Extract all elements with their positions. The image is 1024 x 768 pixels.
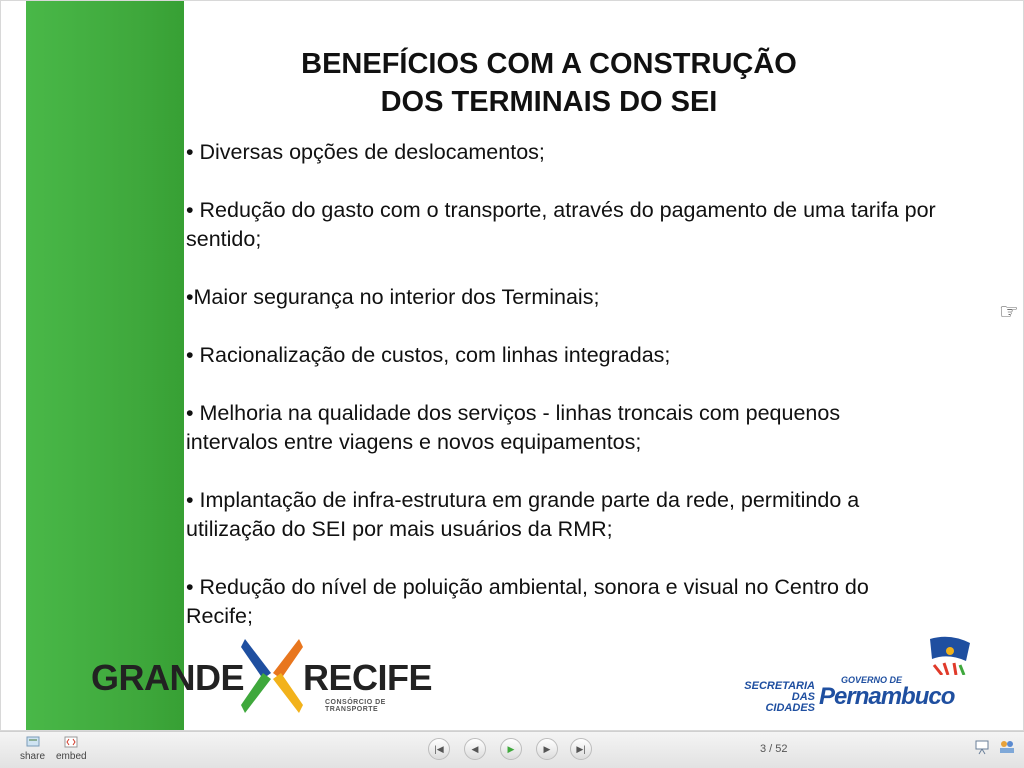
- bullet-item: • Racionalização de custos, com linhas integradas;: [186, 343, 671, 367]
- bullet-item: • Implantação de infra-estrutura em grande parte da rede, permitindo a utilização do SEI por mais usuários da RMR;: [186, 488, 860, 541]
- secretaria-line-1: SECRETARIA: [744, 680, 815, 692]
- green-side-bar: [26, 1, 184, 731]
- player-toolbar: [0, 731, 1024, 768]
- bullet-item: • Redução do nível de poluição ambiental, sonora e visual no Centro do Recife;: [186, 575, 869, 628]
- next-icon: ▶: [543, 743, 551, 754]
- first-icon: |◀: [434, 743, 444, 754]
- logo-subtitle: CONSÓRCIO DE TRANSPORTE: [325, 699, 386, 713]
- embed-label: embed: [56, 751, 87, 762]
- slide-title-line-1: BENEFÍCIOS COM A CONSTRUÇÃO: [301, 48, 797, 80]
- bullet-item: • Diversas opções de deslocamentos;: [186, 140, 545, 164]
- last-slide-button[interactable]: [570, 738, 592, 760]
- bullet-item: • Melhoria na qualidade dos serviços - linhas troncais com pequenos intervalos entre viagens e novos equipamentos;: [186, 401, 841, 454]
- logo-word-grande: GRANDE: [91, 657, 245, 698]
- share-icon: [26, 736, 40, 751]
- flag-emblem-icon: [926, 635, 974, 675]
- bullet-list: [186, 138, 936, 660]
- slide-title: [184, 45, 914, 121]
- governo-label: GOVERNO DE: [841, 675, 903, 685]
- cross-x-icon: [237, 633, 307, 719]
- slide-counter: 3 / 52: [760, 743, 788, 755]
- presentation-button[interactable]: [974, 739, 990, 760]
- pernambuco-wordmark: Pernambuco: [819, 683, 955, 710]
- bullet-item: •Maior segurança no interior dos Terminais;: [186, 285, 600, 309]
- prev-icon: ◀: [471, 743, 479, 754]
- first-slide-button[interactable]: [428, 738, 450, 760]
- logo-word-recife: RECIFE: [303, 657, 433, 698]
- people-button[interactable]: [998, 739, 1016, 760]
- grande-recife-logo: [91, 633, 431, 719]
- share-button[interactable]: [20, 736, 45, 762]
- hand-pointer-icon: ☞: [999, 299, 1019, 324]
- next-slide-button[interactable]: [536, 738, 558, 760]
- last-icon: ▶|: [576, 743, 586, 754]
- embed-icon: [64, 736, 78, 751]
- share-label: share: [20, 751, 46, 762]
- pernambuco-government-logo: [741, 633, 981, 719]
- play-icon: ▶: [507, 743, 515, 754]
- bullet-item: • Redução do gasto com o transporte, através do pagamento de uma tarifa por sentido;: [186, 198, 936, 251]
- slide-title-line-2: DOS TERMINAIS DO SEI: [380, 86, 718, 118]
- secretaria-label: [743, 681, 815, 714]
- secretaria-line-2: DAS CIDADES: [765, 691, 815, 714]
- embed-button[interactable]: [56, 736, 87, 762]
- presentation-icon: [974, 739, 990, 755]
- people-icon: [998, 739, 1016, 755]
- previous-slide-button[interactable]: [464, 738, 486, 760]
- play-button[interactable]: [500, 738, 522, 760]
